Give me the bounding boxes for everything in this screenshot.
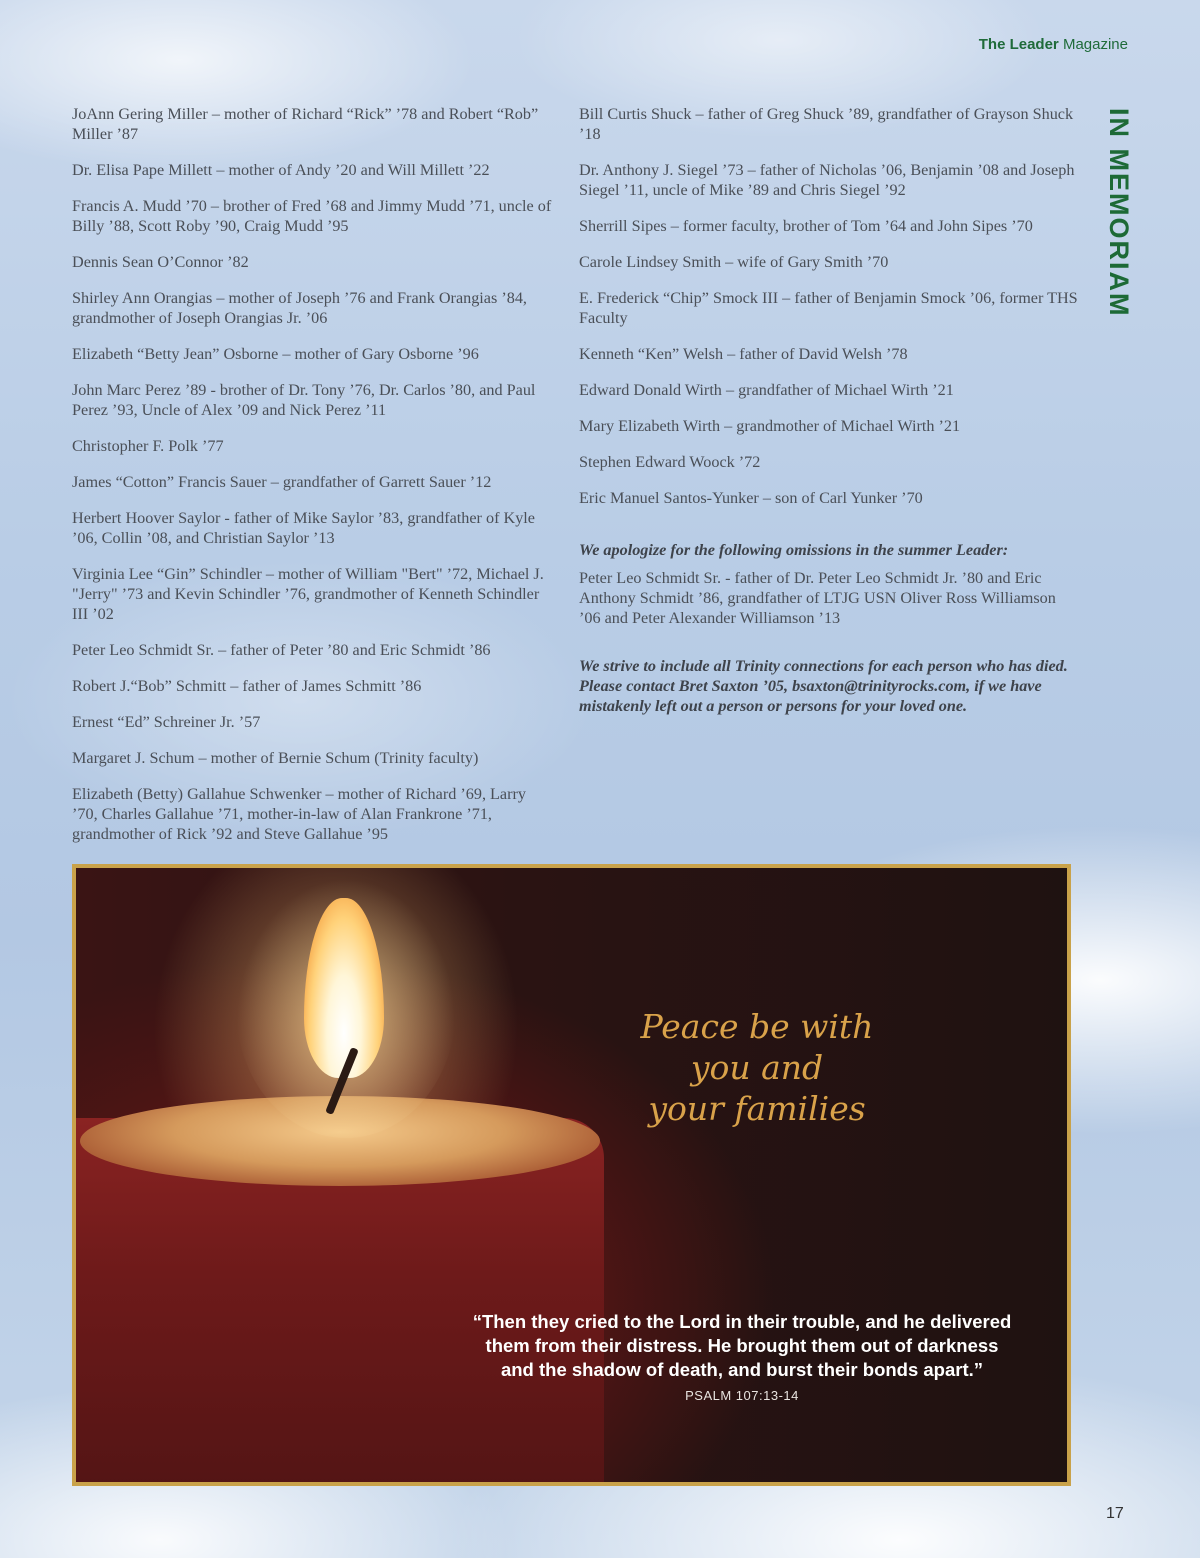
masthead-rest: Magazine bbox=[1058, 36, 1128, 53]
memorial-entry: Margaret J. Schum – mother of Bernie Schum (Trinity faculty) bbox=[72, 749, 479, 767]
memorial-entry: Eric Manuel Santos-Yunker – son of Carl Yunker ’70 bbox=[579, 489, 923, 507]
memorial-entry: Dennis Sean O’Connor ’82 bbox=[72, 253, 249, 271]
peace-line: you and bbox=[690, 1048, 824, 1087]
memorial-entry: Dr. Anthony J. Siegel ’73 – father of Nicholas ’06, Benjamin ’08 and Joseph Siegel ’11, uncle of Mike ’89 and Chris Siegel ’92 bbox=[579, 161, 1075, 199]
section-title: IN MEMORIAM bbox=[1104, 108, 1134, 318]
magazine-masthead bbox=[979, 36, 1128, 53]
memorial-entry: JoAnn Gering Miller – mother of Richard “Rick” ’78 and Robert “Rob” Miller ’87 bbox=[72, 105, 539, 143]
masthead-bold: The Leader bbox=[978, 36, 1059, 53]
peace-line: Peace be with bbox=[640, 1007, 874, 1046]
quote-text: “Then they cried to the Lord in their trouble, and he delivered them from their distress. He brought them out of darkness and the shadow of death, and burst their bonds apart.” bbox=[472, 1311, 1012, 1380]
memorial-entry: Francis A. Mudd ’70 – brother of Fred ’68 and Jimmy Mudd ’71, uncle of Billy ’88, Scott Roby ’90, Craig Mudd ’95 bbox=[72, 197, 552, 235]
omission-entry: Peter Leo Schmidt Sr. - father of Dr. Peter Leo Schmidt Jr. ’80 and Eric Anthony Schmidt ’86, grandfather of LTJG USN Oliver Ross Williamson ’06 and Peter Alexander Williamson ’13 bbox=[579, 569, 1056, 627]
scripture-quote bbox=[472, 1310, 1012, 1403]
memorial-entry: Bill Curtis Shuck – father of Greg Shuck ’89, grandfather of Grayson Shuck ’18 bbox=[579, 105, 1074, 143]
memorial-entry: John Marc Perez ’89 - brother of Dr. Tony ’76, Dr. Carlos ’80, and Paul Perez ’93, Uncle of Alex ’09 and Nick Perez ’11 bbox=[72, 381, 536, 419]
peace-message bbox=[632, 1006, 882, 1129]
memorial-entry: Carole Lindsey Smith – wife of Gary Smith ’70 bbox=[579, 253, 889, 271]
page-number: 17 bbox=[1106, 1505, 1124, 1522]
memorial-entry: Elizabeth (Betty) Gallahue Schwenker – mother of Richard ’69, Larry ’70, Charles Gallahue ’71, mother-in-law of Alan Frankrone ’71, grandmother of Rick ’92 and Steve Gallahue ’95 bbox=[72, 785, 526, 843]
memorial-entry: Elizabeth “Betty Jean” Osborne – mother of Gary Osborne ’96 bbox=[72, 345, 479, 363]
memorial-entry: Mary Elizabeth Wirth – grandmother of Michael Wirth ’21 bbox=[579, 417, 961, 435]
memorial-entry: Peter Leo Schmidt Sr. – father of Peter ’80 and Eric Schmidt ’86 bbox=[72, 641, 491, 659]
memorial-entry: Christopher F. Polk ’77 bbox=[72, 437, 224, 455]
memorial-entry: Dr. Elisa Pape Millett – mother of Andy ’20 and Will Millett ’22 bbox=[72, 161, 490, 179]
memorial-entry: Kenneth “Ken” Welsh – father of David Welsh ’78 bbox=[579, 345, 908, 363]
left-column bbox=[72, 104, 552, 860]
candle-photo bbox=[72, 864, 1071, 1486]
right-column bbox=[579, 104, 1079, 716]
memorial-entry: Ernest “Ed” Schreiner Jr. ’57 bbox=[72, 713, 261, 731]
memorial-entry: Robert J.“Bob” Schmitt – father of James Schmitt ’86 bbox=[72, 677, 422, 695]
memorial-entry: Shirley Ann Orangias – mother of Joseph ’76 and Frank Orangias ’84, grandmother of Joseph Orangias Jr. ’06 bbox=[72, 289, 527, 327]
quote-reference: PSALM 107:13-14 bbox=[685, 1388, 799, 1403]
memorial-entry: Virginia Lee “Gin” Schindler – mother of William "Bert" ’72, Michael J. "Jerry" ’73 and Kevin Schindler ’76, grandmother of Kenneth Schindler III ’02 bbox=[72, 565, 544, 623]
memorial-entry: E. Frederick “Chip” Smock III – father of Benjamin Smock ’06, former THS Faculty bbox=[579, 289, 1078, 327]
memorial-entry: Stephen Edward Woock ’72 bbox=[579, 453, 761, 471]
memorial-entry: Herbert Hoover Saylor - father of Mike Saylor ’83, grandfather of Kyle ’06, Collin ’08, and Christian Saylor ’13 bbox=[72, 509, 535, 547]
contact-note: We strive to include all Trinity connections for each person who has died. Please contact Bret Saxton ’05, bsaxton@trinityrocks.com, if we have mistakenly left out a person or persons for your loved one. bbox=[579, 657, 1068, 715]
memorial-entry: Sherrill Sipes – former faculty, brother of Tom ’64 and John Sipes ’70 bbox=[579, 217, 1033, 235]
memorial-entry: Edward Donald Wirth – grandfather of Michael Wirth ’21 bbox=[579, 381, 954, 399]
peace-line: your families bbox=[648, 1089, 866, 1128]
omissions-heading: We apologize for the following omissions in the summer Leader: bbox=[579, 541, 1009, 559]
memorial-entry: James “Cotton” Francis Sauer – grandfather of Garrett Sauer ’12 bbox=[72, 473, 492, 491]
